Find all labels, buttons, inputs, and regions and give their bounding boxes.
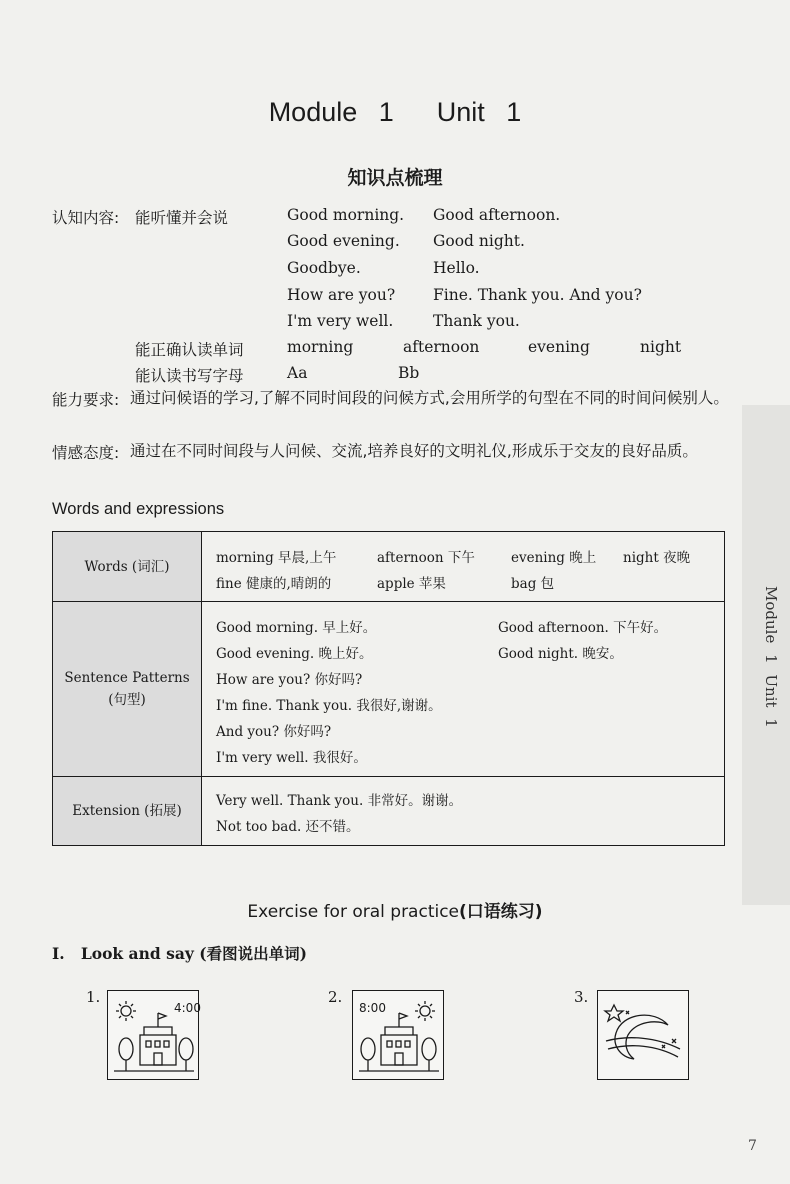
words-table bbox=[52, 531, 725, 846]
table-row bbox=[53, 777, 725, 846]
word-entry: night 夜晚 bbox=[623, 550, 691, 566]
page-subtitle: 知识点梳理 bbox=[347, 167, 443, 189]
ability-text: 通过问候语的学习,了解不同时间段的问候方式,会用所学的句型在不同的时间问候别人。 bbox=[130, 389, 729, 407]
table-row bbox=[53, 532, 725, 602]
read-word: evening bbox=[528, 338, 590, 356]
sentence: Good evening. 晚上好。 bbox=[216, 646, 373, 662]
picture-number: 2. bbox=[328, 988, 343, 1006]
phrase: I'm very well. bbox=[287, 312, 394, 330]
night-moon-icon bbox=[598, 991, 688, 1079]
word-entry: apple 苹果 bbox=[377, 576, 446, 592]
side-label: Module 1 Unit 1 bbox=[762, 586, 780, 728]
morning-school-icon bbox=[353, 991, 443, 1079]
sentence: Good afternoon. 下午好。 bbox=[498, 620, 668, 636]
table-row bbox=[53, 602, 725, 777]
read-word: afternoon bbox=[403, 338, 480, 356]
attitude-text: 通过在不同时间段与人问候、交流,培养良好的文明礼仪,形成乐于交友的良好品质。 bbox=[130, 442, 698, 460]
word-entry: evening 晚上 bbox=[511, 550, 597, 566]
word-entry: bag 包 bbox=[511, 576, 555, 592]
phrase: Good morning. bbox=[287, 206, 405, 224]
exercise-title-cn: (口语练习) bbox=[459, 902, 543, 922]
row-header: Words (词汇) bbox=[53, 532, 202, 602]
exercise-title bbox=[0, 897, 790, 922]
phrase: Hello. bbox=[433, 259, 480, 277]
phrase: How are you? bbox=[287, 286, 396, 304]
section-heading: I. Look and say (看图说出单词) bbox=[52, 944, 307, 963]
picture-number: 3. bbox=[574, 988, 589, 1006]
word-entry: afternoon 下午 bbox=[377, 550, 475, 566]
extension-phrase: Not too bad. 还不错。 bbox=[216, 819, 360, 835]
picture-afternoon bbox=[107, 990, 199, 1080]
sentence: And you? 你好吗? bbox=[216, 724, 332, 740]
phrase: Fine. Thank you. And you? bbox=[433, 286, 642, 304]
read-words-label: 能正确认读单词 bbox=[135, 341, 244, 359]
row-header: Extension (拓展) bbox=[53, 777, 202, 846]
picture-night bbox=[597, 990, 689, 1080]
words-heading: Words and expressions bbox=[52, 500, 225, 518]
row-body bbox=[202, 777, 725, 846]
afternoon-school-icon bbox=[108, 991, 201, 1079]
clock-label: 4:00 bbox=[174, 1001, 201, 1015]
word-entry: fine 健康的,晴朗的 bbox=[216, 576, 332, 592]
row-body bbox=[202, 602, 725, 777]
clock-label: 8:00 bbox=[359, 1001, 386, 1015]
phrase: Goodbye. bbox=[287, 259, 361, 277]
picture-number: 1. bbox=[86, 988, 101, 1006]
sentence: I'm fine. Thank you. 我很好,谢谢。 bbox=[216, 698, 442, 714]
extension-phrase: Very well. Thank you. 非常好。谢谢。 bbox=[216, 793, 463, 809]
phrase: Thank you. bbox=[433, 312, 520, 330]
page-number: 7 bbox=[748, 1138, 757, 1154]
cognition-label: 认知内容: bbox=[52, 209, 120, 227]
row-body bbox=[202, 532, 725, 602]
row-header bbox=[53, 602, 202, 777]
sentence: How are you? 你好吗? bbox=[216, 672, 363, 688]
word-entry: morning 早晨,上午 bbox=[216, 550, 337, 566]
row-header-line: (句型) bbox=[108, 692, 146, 708]
exercise-title-en: Exercise for oral practice bbox=[247, 902, 460, 922]
phrase: Good afternoon. bbox=[433, 206, 561, 224]
letters-label: 能认读书写字母 bbox=[135, 367, 244, 385]
row-header-line: Sentence Patterns bbox=[64, 670, 190, 686]
picture-morning bbox=[352, 990, 444, 1080]
phrase: Good evening. bbox=[287, 232, 400, 250]
read-word: night bbox=[640, 338, 682, 356]
ability-label: 能力要求: bbox=[52, 391, 120, 409]
read-word: morning bbox=[287, 338, 354, 356]
sentence: Good night. 晚安。 bbox=[498, 646, 623, 662]
attitude-label: 情感态度: bbox=[52, 444, 120, 462]
phrase: Good night. bbox=[433, 232, 525, 250]
sentence: I'm very well. 我很好。 bbox=[216, 750, 367, 766]
letter: Bb bbox=[398, 364, 420, 382]
sentence: Good morning. 早上好。 bbox=[216, 620, 377, 636]
page-title: Module 1 Unit 1 bbox=[268, 97, 522, 127]
listen-speak-label: 能听懂并会说 bbox=[135, 209, 229, 227]
letter: Aa bbox=[287, 364, 308, 382]
